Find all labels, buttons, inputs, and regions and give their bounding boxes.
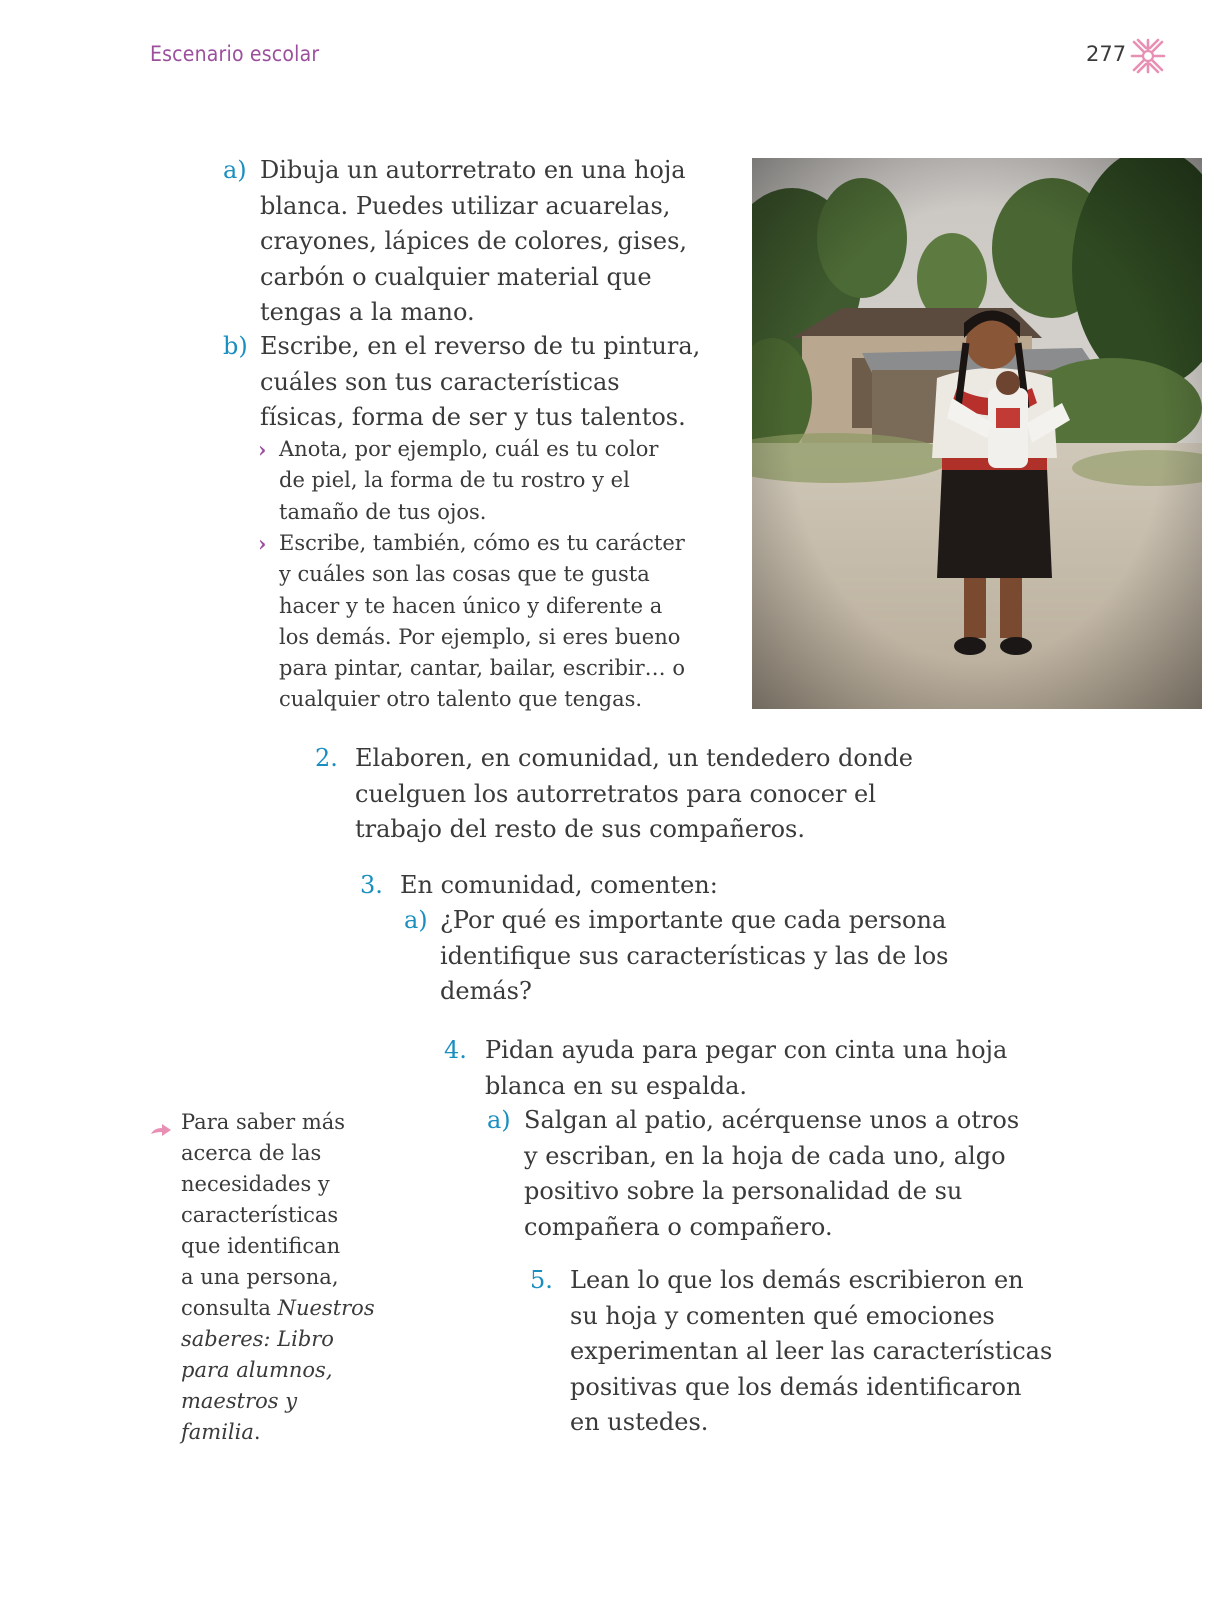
step-5: [530, 1263, 1052, 1441]
page-number: 277: [1086, 42, 1127, 66]
side-note-line: [181, 1386, 375, 1417]
bullet-line: los demás. Por ejemplo, si eres bueno: [279, 624, 681, 649]
book-title: familia: [181, 1420, 254, 1444]
section-title: Escenario escolar: [150, 42, 320, 66]
item-b-marker: b): [223, 332, 248, 360]
book-title: saberes: Libro: [181, 1327, 334, 1351]
step-5-line: positivas que los demás identificaron: [570, 1372, 1022, 1401]
bullet-line: y cuáles son las cosas que te gusta: [279, 562, 650, 587]
step-4-number: 4.: [444, 1036, 467, 1064]
step-2-line: trabajo del resto de sus compañeros.: [355, 815, 805, 843]
arrow-right-icon: [150, 1123, 172, 1139]
side-note-line: [181, 1417, 375, 1448]
bullet-line: hacer y te hacen único y diferente a: [279, 593, 663, 618]
bullet-line: de piel, la forma de tu rostro y el: [279, 468, 630, 493]
period: .: [253, 1420, 261, 1444]
chevron-right-icon: ›: [258, 437, 267, 462]
step-3-sub-line: ¿Por qué es importante que cada persona: [440, 906, 947, 934]
item-b: [223, 329, 700, 436]
item-a-line: crayones, lápices de colores, gises,: [260, 227, 688, 255]
step-4-line: Pidan ayuda para pegar con cinta una hoja: [485, 1036, 1008, 1064]
step-4-sub-marker: a): [487, 1106, 511, 1134]
chevron-right-icon: ›: [258, 531, 267, 556]
side-note-line: [181, 1355, 375, 1386]
bullet-line: tamaño de tus ojos.: [279, 499, 487, 524]
item-b-line: cuáles son tus características: [260, 367, 620, 396]
side-note-line: a una persona,: [181, 1265, 339, 1289]
step-4-sub-a: [487, 1103, 1019, 1245]
side-note-line: [181, 1324, 375, 1355]
step-2: [315, 741, 913, 848]
step-2-number: 2.: [315, 744, 338, 772]
step-2-line: cuelguen los autorretratos para conocer el: [355, 779, 876, 808]
photo-girl-with-doll: [752, 158, 1202, 709]
bullet-line: para pintar, cantar, bailar, escribir… o: [279, 656, 686, 681]
step-5-line: su hoja y comenten qué emociones: [570, 1301, 995, 1330]
book-title: Nuestros: [277, 1296, 375, 1320]
item-b-bullet: [258, 434, 658, 528]
item-b-line: físicas, forma de ser y tus talentos.: [260, 403, 686, 431]
item-a-line: tengas a la mano.: [260, 298, 475, 326]
step-3-line: En comunidad, comenten:: [400, 871, 718, 899]
step-5-line: Lean lo que los demás escribieron en: [570, 1266, 1024, 1294]
side-note: [181, 1107, 375, 1448]
side-note-line: acerca de las: [181, 1141, 322, 1165]
side-note-line: que identifican: [181, 1234, 341, 1258]
item-a-line: carbón o cualquier material que: [260, 262, 652, 291]
item-a-line: blanca. Puedes utilizar acuarelas,: [260, 191, 671, 220]
consult-text: consulta: [181, 1296, 278, 1320]
item-a-marker: a): [223, 156, 247, 184]
step-4-sub-line: compañera o compañero.: [524, 1212, 833, 1241]
book-title: maestros y: [181, 1389, 298, 1413]
step-4-sub-line: positivo sobre la personalidad de su: [524, 1177, 963, 1205]
bullet-line: Anota, por ejemplo, cuál es tu color: [279, 437, 659, 461]
side-note-line: características: [181, 1203, 339, 1227]
side-note-line: Para saber más: [181, 1110, 346, 1134]
step-3-number: 3.: [360, 871, 383, 899]
step-5-line: en ustedes.: [570, 1408, 709, 1436]
step-3-sub-line: demás?: [440, 977, 532, 1005]
step-4: [444, 1033, 1007, 1104]
book-title: para alumnos,: [181, 1358, 333, 1382]
side-note-line: [181, 1293, 375, 1324]
item-b-bullet: [258, 528, 685, 716]
step-5-line: experimentan al leer las características: [570, 1337, 1053, 1365]
step-3-sub-line: identifique sus características y las de los: [440, 941, 949, 970]
woven-star-icon: [1130, 38, 1166, 74]
step-4-sub-line: Salgan al patio, acérquense unos a otros: [524, 1106, 1020, 1134]
step-5-number: 5.: [530, 1266, 553, 1294]
step-2-line: Elaboren, en comunidad, un tendedero donde: [355, 744, 913, 772]
step-4-sub-line: y escriban, en la hoja de cada uno, algo: [524, 1141, 1006, 1170]
step-3-sub-a: [404, 903, 948, 1010]
item-a: [223, 153, 687, 331]
step-3-sub-marker: a): [404, 906, 428, 934]
step-4-line: blanca en su espalda.: [485, 1071, 748, 1100]
bullet-line: cualquier otro talento que tengas.: [279, 687, 643, 712]
item-b-line: Escribe, en el reverso de tu pintura,: [260, 332, 701, 360]
bullet-line: Escribe, también, cómo es tu carácter: [279, 531, 685, 555]
side-note-line: necesidades y: [181, 1172, 330, 1196]
item-a-line: Dibuja un autorretrato en una hoja: [260, 156, 686, 184]
step-3: [360, 868, 718, 904]
